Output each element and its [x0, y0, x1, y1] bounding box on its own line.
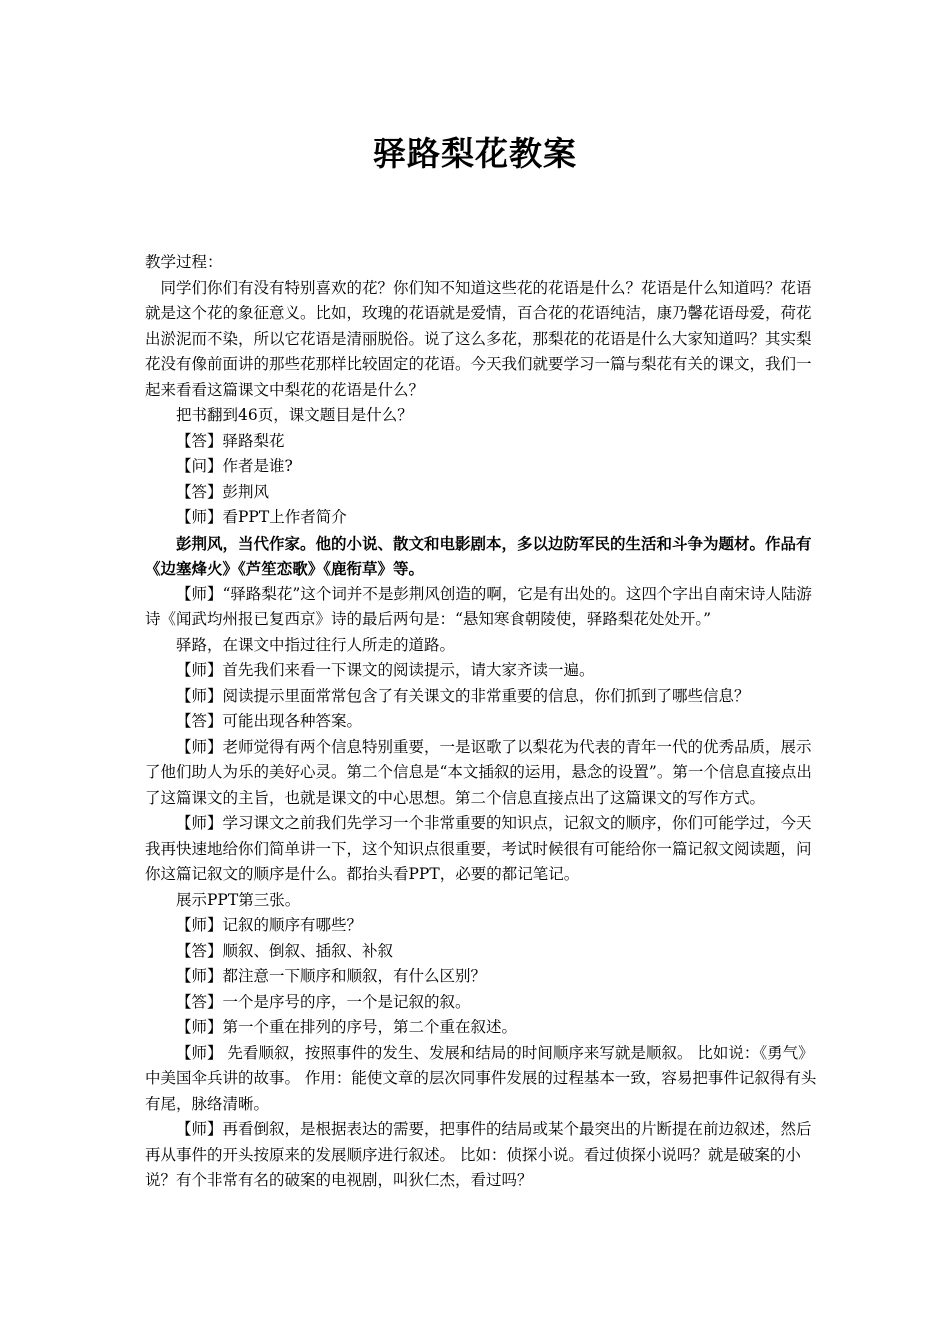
dialogue-line: 【答】顺叙、倒叙、插叙、补叙: [176, 941, 394, 960]
dialogue-line: 【师】记叙的顺序有哪些？: [176, 916, 363, 934]
dialogue-line: 【师】都注意一下顺序和顺叙，有什么区别？: [176, 967, 487, 985]
section-heading: 教学过程：: [145, 253, 223, 271]
author-bio: 彭荆风，当代作家。他的小说、散文和电影剧本，多以边防军民的生活和斗争为题材。作品有《边塞烽火》《芦笙恋歌》《鹿衔草》等。: [145, 533, 812, 578]
paragraph: 【师】“驿路梨花”这个词并不是彭荆风创造的啊，它是有出处的。这四个字出自南宋诗人陆游诗《闻武均州报已复西京》诗的最后两句是：“悬知寒食朝陵使，驿路梨花处处开。”: [145, 584, 812, 628]
paragraph: 把书翻到46页，课文题目是什么？: [176, 406, 413, 424]
dialogue-line: 【问】作者是谁?: [176, 457, 293, 475]
paragraph: 驿路，在课文中指过往行人所走的道路。: [176, 635, 456, 654]
dialogue-line: 【师】阅读提示里面常常包含了有关课文的非常重要的信息，你们抓到了哪些信息？: [176, 686, 750, 705]
dialogue-line: 【师】第一个重在排列的序号，第二个重在叙述。: [176, 1018, 518, 1036]
paragraph: 【师】再看倒叙，是根据表达的需要，把事件的结局或某个最突出的片断提在前边叙述，然后再从事件的开头按原来的发展顺序进行叙述。 比如：侦探小说。看过侦探小说吗？就是破案的小说？有个非常有名的破案的电视剧，叫狄仁杰，看过吗？: [145, 1120, 812, 1189]
page-title: 驿路梨花教案: [373, 134, 577, 173]
dialogue-line: 【答】彭荆风: [176, 482, 270, 501]
paragraph: 【师】 先看顺叙，按照事件的发生、发展和结局的时间顺序来写就是顺叙。 比如说：《勇气》中美国伞兵讲的故事。 作用：能使文章的层次同事件发展的过程基本一致，容易把事件记叙得有头有尾，脉络清晰。: [145, 1043, 817, 1113]
dialogue-line: 【答】一个是序号的序，一个是记叙的叙。: [176, 992, 471, 1011]
dialogue-line: 【师】看PPT上作者简介: [176, 508, 347, 526]
document-body: [145, 250, 820, 1194]
paragraph: 展示PPT第三张。: [176, 890, 301, 909]
paragraph: 【师】老师觉得有两个信息特别重要，一是讴歌了以梨花为代表的青年一代的优秀品质，展示了他们助人为乐的美好心灵。第二个信息是“本文插叙的运用，悬念的设置”。第一个信息直接点出了这篇课文的主旨，也就是课文的中心思想。第二个信息直接点出了这篇课文的写作方式。: [145, 737, 812, 807]
dialogue-line: 【答】驿路梨花: [176, 431, 285, 450]
paragraph-intro: 同学们你们有没有特别喜欢的花？你们知不知道这些花的花语是什么？花语是什么知道吗？花语就是这个花的象征意义。比如，玫瑰的花语就是爱情，百合花的花语纯洁，康乃馨花语母爱，荷花出淤泥而不染，所以它花语是清丽脱俗。说了这么多花，那梨花的花语是什么大家知道吗？其实梨花没有像前面讲的那些花那样比较固定的花语。今天我们就要学习一篇与梨花有关的课文，我们一起来看看这篇课文中梨花的花语是什么？: [145, 278, 812, 399]
dialogue-line: 【师】首先我们来看一下课文的阅读提示，请大家齐读一遍。: [176, 661, 595, 679]
paragraph: 【师】学习课文之前我们先学习一个非常重要的知识点，记叙文的顺序，你们可能学过，今天我再快速地给你们简单讲一下，这个知识点很重要，考试时候很有可能给你一篇记叙文阅读题，问你这篇记叙文的顺序是什么。都抬头看PPT，必要的都记笔记。: [145, 814, 812, 883]
dialogue-line: 【答】可能出现各种答案。: [176, 712, 363, 730]
